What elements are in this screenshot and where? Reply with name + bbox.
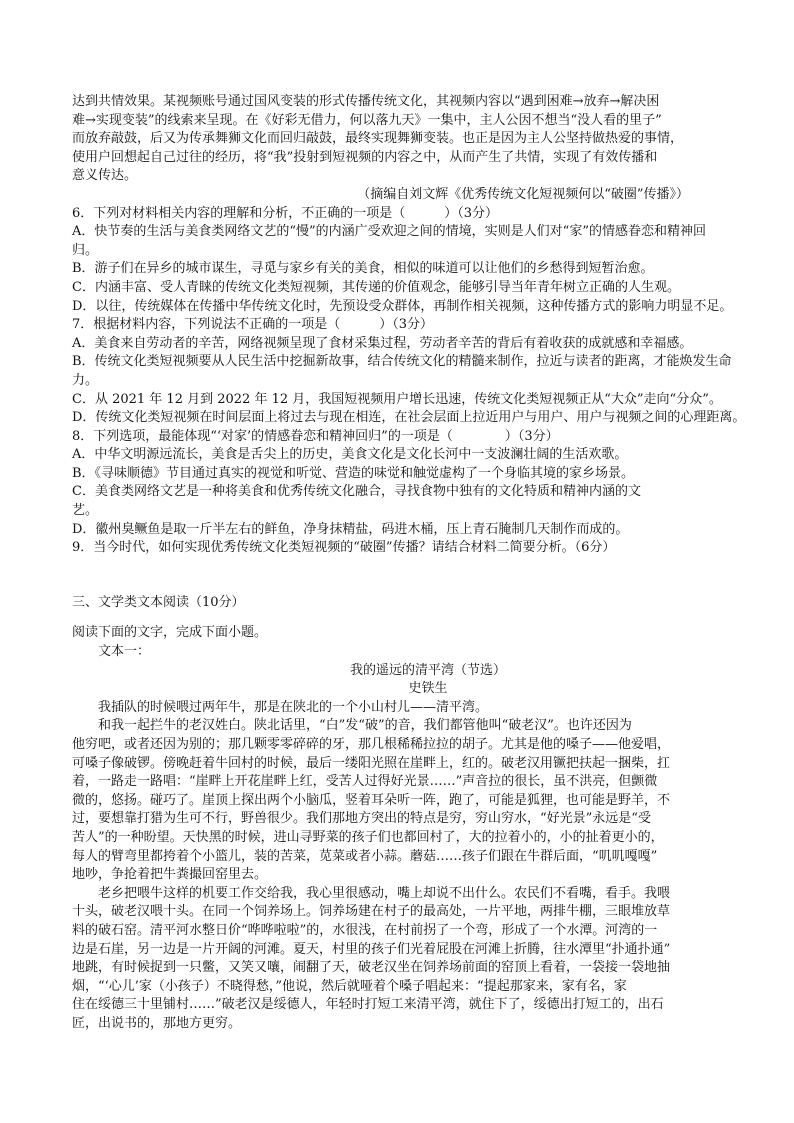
question-option: C．从 2021 年 12 月到 2022 年 12 月，我国短视频用户增长迅速，传统文化类短视频正从“大众”走向“分众”。	[72, 391, 722, 407]
document-page	[72, 93, 784, 1034]
text-line: 苦人”的一种盼望。天快黑的时候，进山寻野菜的孩子们也都回村了，大的拉着小的，小的扯着更小的，	[72, 829, 664, 845]
question-option: D．传统文化类短视频在时间层面上将过去与现在相连，在社会层面上拉近用户与用户、用户与视频之间的心理距离。	[72, 410, 746, 426]
question-8	[72, 428, 784, 540]
text-line: 我插队的时候喂过两年牛，那是在陕北的一个小山村儿——清平湾。	[98, 699, 489, 715]
question-option: B．传统文化类短视频要从人民生活中挖掘新故事，结合传统文化的精髓来制作，拉近与读者的距离，才能焕发生命	[72, 354, 732, 370]
question-option: D．以往，传统媒体在传播中华传统文化时，先预设受众群体，再制作相关视频，这种传播方式的影响力明显不足。	[72, 298, 733, 314]
text-line: 地跳，有时候捉到一只鳖，又笑又嚷，闹翻了天，破老汉坐在饲养场前面的窑顶上看着，一袋接一袋地抽	[72, 960, 671, 976]
text-line: 边是石崖，另一边是一片开阔的河滩。夏天，村里的孩子们光着屁股在河滩上折腾，往水潭里“扑通扑通”	[72, 941, 671, 957]
question-stem: 6．下列对材料相关内容的理解和分析，不正确的一项是（ ）（3分）	[72, 205, 499, 221]
text-line: 难→实现变装”的线索来呈现。在《好彩无借力，何以落九天》一集中，主人公因不想当“没人看的里子”	[72, 112, 662, 128]
question-stem: 7．根据材料内容，下列说法不正确的一项是（ ）（3分）	[72, 317, 434, 333]
question-option: B．游子们在异乡的城市谋生，寻觅与家乡有关的美食，相似的味道可以让他们的乡愁得到短暂治愈。	[72, 261, 654, 277]
question-option: 艺。	[72, 503, 99, 519]
question-option: B．《寻味顺德》节目通过真实的视觉和听觉、营造的味觉和触觉虚构了一个身临其境的家乡场景。	[72, 465, 635, 481]
text-line: 达到共情效果。某视频账号通过国风变装的形式传播传统文化，其视频内容以“遇到困难→放弃→解决困	[72, 94, 660, 109]
question-option: A．中华文明源远流长，美食是舌尖上的历史，美食文化是文化长河中一支波澜壮阔的生活欢歌。	[72, 447, 628, 463]
question-6	[72, 205, 784, 317]
text-line: 使用户回想起自己过往的经历，将“我”投射到短视频的内容之中，从而产生了共情，实现了有效传播和	[72, 149, 658, 165]
text-line: 过，要想靠打猎为生可不行，野兽很少。我们那地方突出的特点是穷，穷山穷水，“好光景”永远是“受	[72, 811, 651, 827]
text-label: 文本一：	[98, 644, 151, 660]
question-option: C．美食类网络文艺是一种将美食和优秀传统文化融合，寻找食物中独有的文化特质和精神内涵的文	[72, 484, 641, 500]
article-author: 史铁生	[408, 681, 448, 697]
text-line: 他穷吧，或者还因为别的；那几颗零零碎碎的牙，那几根稀稀拉拉的胡子。尤其是他的嗓子——他爱唱，	[72, 737, 671, 752]
question-option: 力。	[72, 372, 99, 388]
article-title: 我的遥远的清平湾（节选）	[349, 662, 506, 678]
text-line: 每人的臂弯里都挎着个小篮儿，装的苦菜，苋菜或者小蒜。蘑菇……孩子们跟在牛群后面，“叽叽嘎嘎”	[72, 848, 658, 864]
instruction: 阅读下面的文字，完成下面小题。	[72, 625, 268, 641]
text-line: 可嗓子像破锣。傍晚赶着牛回村的时候，最后一缕阳光照在崖畔上，红的。破老汉用镢把扶起一捆柴，扛	[72, 755, 671, 771]
text-line: 老乡把喂牛这样的机要工作交给我，我心里很感动，嘴上却说不出什么。农民们不看嘴，看手。我喂	[98, 885, 671, 901]
text-line: 料的破石窑。清平河水整日价“哗哗啦啦”的，水很浅，在村前拐了一个弯，形成了一个水潭。河湾的一	[72, 922, 658, 938]
article-body	[72, 699, 784, 1034]
text-line: 地吵，争抢着把牛粪撮回窑里去。	[72, 867, 268, 883]
text-line: 微的，悠扬。碰巧了。崖顶上探出两个小脑瓜，竖着耳朵听一阵，跑了，可能是狐狸，也可能是野羊，不	[72, 792, 671, 808]
question-7	[72, 316, 784, 428]
source-note: （摘编自刘文辉《优秀传统文化短视频何以“破圈”传播》）	[357, 186, 689, 202]
material-tail	[72, 93, 784, 186]
text-line: 匠，出说书的，那地方更穷。	[72, 1015, 242, 1031]
question-option: A．美食来自劳动者的辛苦，网络视频呈现了食材采集过程，劳动者辛苦的背后有着收获的成就感和幸福感。	[72, 335, 693, 351]
question-option: C．内涵丰富、受人青睐的传统文化类短视频，其传递的价值观念，能够引导当年青年树立正确的人生观。	[72, 279, 680, 295]
question-option: A．快节奏的生活与美食类网络文艺的“慢”的内涵广受欢迎之间的情境，实则是人们对“家”的情感眷恋和精神回	[72, 224, 706, 240]
text-line: 住在绥德三十里铺村……”破老汉是绥德人，年轻时打短工来清平湾，就住下了，绥德出打短工的，出石	[72, 997, 664, 1013]
section-heading: 三、文学类文本阅读（10分）	[72, 594, 245, 610]
question-option: D．徽州臭鳜鱼是取一斤半左右的鲜鱼，净身抹精盐，码进木桶，压上青石腌制几天制作而成的。	[72, 521, 629, 537]
question-stem: 9．当今时代，如何实现优秀传统文化类短视频的“破圈”传播？请结合材料二简要分析。（6分）	[72, 540, 616, 556]
text-line: 而放弃敲鼓，后又为传承舞狮文化而回归敲鼓，最终实现舞狮变装。也正是因为主人公坚持做热爱的事情，	[72, 131, 684, 147]
text-line: 烟，“‘心儿’家（小孩子）不晓得愁，”他说，然后就哑着个嗓子唱起来：“提起那家来，家有名，家	[72, 978, 627, 994]
text-line: 十头，破老汉喂十头。在同一个饲养场上。饲养场建在村子的最高处，一片平地，两排牛棚，三眼堆放草	[72, 904, 671, 920]
text-line: 着，一路走一路唱：“崖畔上开花崖畔上红，受苦人过得好光景……”声音拉的很长，虽不洪亮，但颤微	[72, 774, 658, 790]
question-stem: 8．下列选项，最能体现“‘对家’的情感眷恋和精神回归”的一项是（ ）（3分）	[72, 428, 559, 444]
paragraph-3	[72, 885, 784, 1034]
question-9	[72, 539, 784, 558]
text-line: 和我一起拦牛的老汉姓白。陕北话里，“白”发“破”的音，我们都管他叫“破老汉”。也许还因为	[98, 718, 632, 734]
question-option: 归。	[72, 242, 99, 258]
text-line: 意义传达。	[72, 168, 138, 184]
paragraph-2	[72, 717, 784, 884]
paragraph-1	[72, 699, 784, 718]
